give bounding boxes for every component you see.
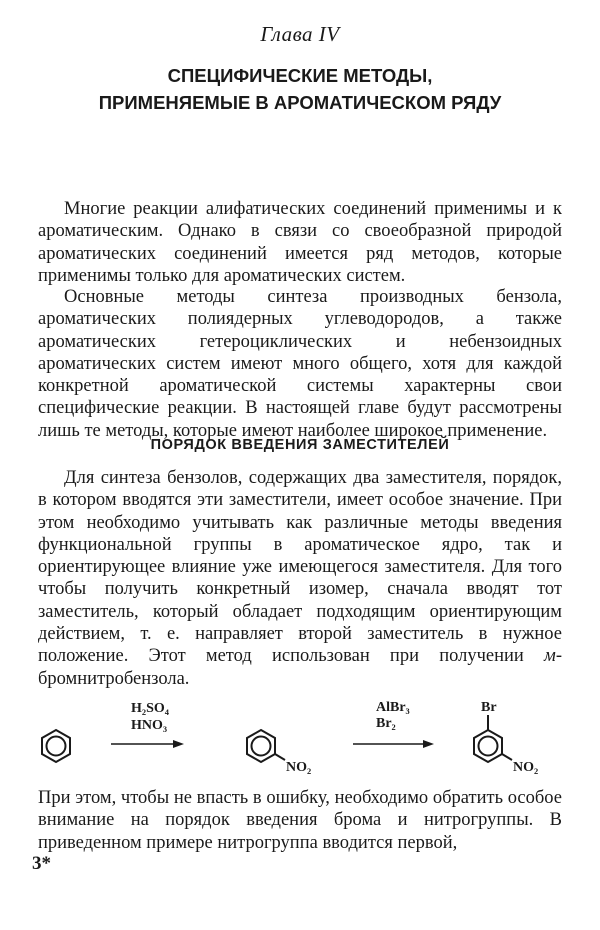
- chapter-title-line2: ПРИМЕНЯЕМЫЕ В АРОМАТИЧЕСКОМ РЯДУ: [98, 92, 502, 113]
- chapter-title-line1: СПЕЦИФИЧЕСКИЕ МЕТОДЫ,: [167, 65, 433, 86]
- section-heading: ПОРЯДОК ВВЕДЕНИЯ ЗАМЕСТИТЕЛЕЙ: [150, 437, 450, 453]
- nitrobenzene-ring: [247, 730, 285, 762]
- chapter-title: [0, 62, 600, 116]
- signature-mark: 3*: [32, 853, 51, 874]
- paragraph-methods: Основные методы синтеза производных бензола, ароматических полиядерных углеводородов, а также ароматических гетероциклических и небензоидных ароматических систем имеют много общего, хотя для каждой конкретной ароматической системы характерны свои специфические реакции. В настоящей главе будут рассмотрены лишь те методы, которые имеют наиболее широкое применение.: [38, 287, 562, 441]
- paragraph-text-start: Для синтеза бензолов, содержащих два заместителя, порядок, в котором вводятся эти заместители, имеет особое значение. При этом необходимо учитывать как различные методы введения функциональной группы в ароматическое ядро, так и ориентирующее влияние уже имеющегося заместителя. Для того чтобы получить конкретный изомер, сначала вводят тот заместитель, который обладает подходящим ориентирующим действием, т. е. направляет второй заместитель в нужное положение. Этот метод использован при получении: [38, 468, 562, 667]
- reaction-scheme: [0, 692, 600, 784]
- paragraph-text-end: -бромнитробензола.: [38, 646, 562, 689]
- meta-prefix: м: [544, 646, 556, 667]
- reagents-1-line2: HNO₃: [131, 718, 168, 733]
- reaction-arrow-1: [111, 740, 184, 748]
- benzene-ring: [42, 730, 70, 762]
- paragraph-continuation: При этом, чтобы не впасть в ошибку, необходимо обратить особое внимание на порядок введения брома и нитрогруппы. В приведенном примере нитрогруппа вводится первой,: [38, 788, 562, 853]
- reagents-2-line1: AlBr₃: [376, 700, 410, 715]
- bromonitrobenzene-ring: [474, 715, 512, 762]
- reagents-1-line1: H₂SO₄: [131, 701, 169, 716]
- reagents-2-line2: Br₂: [376, 716, 396, 731]
- nitro-group-label-2: NO₂: [513, 760, 539, 775]
- paragraph-intro: Многие реакции алифатических соединений применимы и к ароматическим. Однако в связи со своеобразной природой ароматических соединений имеется ряд методов, которые применимы только для ароматических систем.: [38, 199, 562, 286]
- paragraph-substituent-order: [38, 467, 562, 690]
- bromo-group-label: Br: [481, 700, 497, 715]
- nitro-group-label-1: NO₂: [286, 760, 312, 775]
- chapter-label: Глава IV: [260, 22, 340, 46]
- reaction-arrow-2: [353, 740, 434, 748]
